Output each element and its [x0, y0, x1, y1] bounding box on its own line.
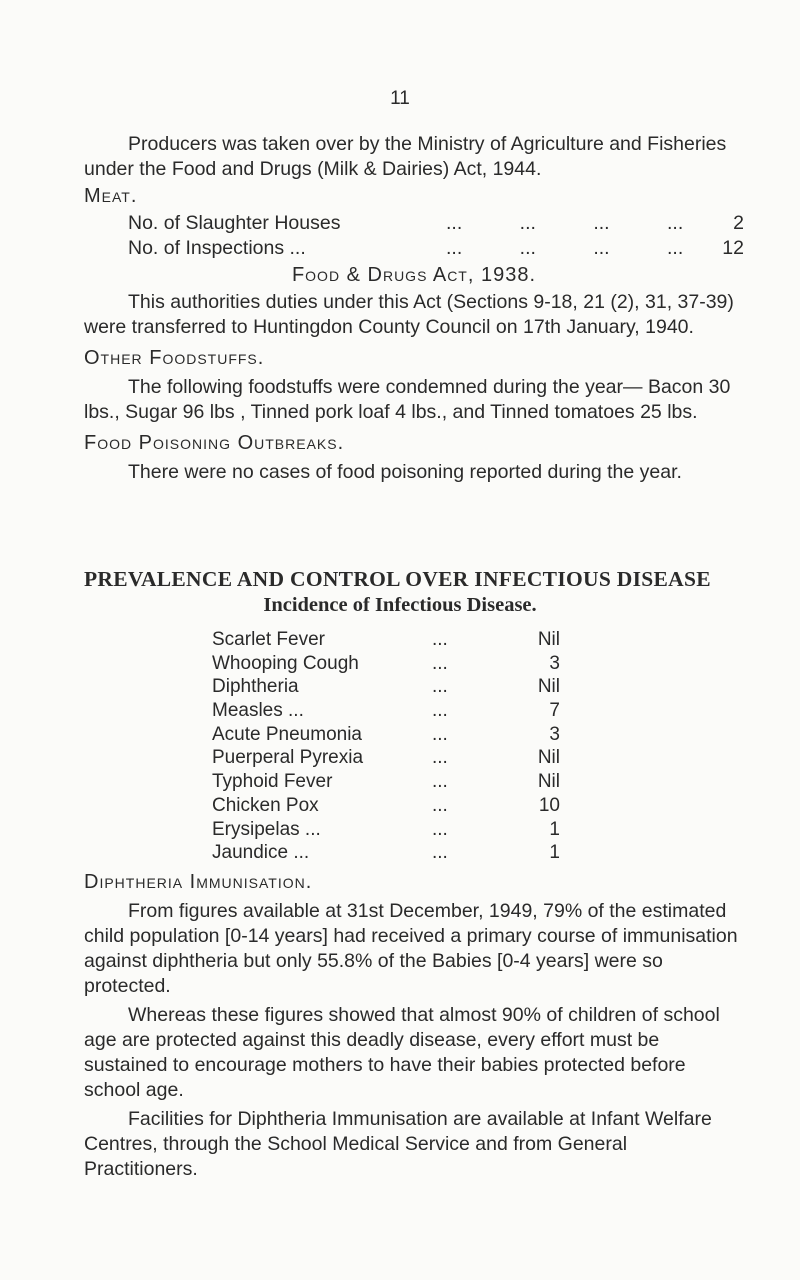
disease-name: Scarlet Fever — [212, 629, 325, 650]
disease-name: Typhoid Fever — [212, 771, 333, 793]
disease-dots: ... — [432, 842, 448, 864]
disease-dots: ... — [432, 818, 448, 840]
food-drugs-paragraph: This authorities duties under this Act (Sections 9-18, 21 (2), 31, 37-39) were transferred to Huntingdon County Council on 17th January, 1940. — [84, 291, 734, 338]
meat-row-value: 12 — [722, 237, 744, 259]
disease-row — [212, 628, 572, 652]
meat-row-label: No. of Inspections ... — [128, 237, 306, 259]
disease-dots: ... — [432, 771, 448, 793]
disease-name: Measles ... — [212, 700, 304, 722]
disease-row — [212, 675, 572, 699]
disease-value: Nil — [537, 629, 560, 650]
disease-value: 3 — [549, 723, 560, 745]
food-poisoning-heading: Food Poisoning Outbreaks. — [84, 432, 345, 454]
prevalence-heading: PREVALENCE AND CONTROL OVER INFECTIOUS DISEASE — [84, 567, 711, 591]
disease-name: Erysipelas ... — [212, 818, 321, 840]
immunisation-paragraph: Whereas these figures showed that almost 90% of children of school age are protected against this deadly disease, every effort must be sustained to encourage mothers to have their babies protected before school age. — [84, 1004, 720, 1101]
disease-row — [212, 794, 572, 818]
intro-paragraph: Producers was taken over by the Ministry of Agriculture and Fisheries under the Food and Drugs (Milk & Dairies) Act, 1944. — [84, 133, 727, 180]
disease-dots: ... — [432, 723, 448, 745]
disease-value: 10 — [538, 794, 560, 816]
page-number: 11 — [390, 88, 410, 109]
other-foodstuffs-heading: Other Foodstuffs. — [84, 347, 265, 369]
meat-row — [128, 211, 744, 236]
disease-value: 3 — [549, 652, 560, 674]
disease-row — [212, 770, 572, 794]
meat-row — [128, 236, 744, 261]
disease-dots: ... — [432, 700, 448, 722]
disease-name: Acute Pneumonia — [212, 723, 362, 745]
food-poisoning-paragraph: There were no cases of food poisoning reported during the year. — [128, 461, 682, 483]
immunisation-paragraph: From figures available at 31st December, 1949, 79% of the estimated child population [0-14 years] had received a primary course of immunisation against diphtheria but only 55.8% of the Babies [0-4 years] were so protected. — [84, 900, 738, 997]
disease-value: 1 — [549, 818, 560, 840]
meat-row-dots: ... ... ... ... — [446, 237, 684, 259]
food-drugs-heading: Food & Drugs Act, 1938. — [291, 264, 537, 286]
disease-dots: ... — [432, 652, 448, 674]
other-foodstuffs-paragraph: The following foodstuffs were condemned during the year— Bacon 30 lbs., Sugar 96 lbs , Tinned pork loaf 4 lbs., and Tinned tomatoes 25 lbs. — [84, 376, 731, 423]
disease-row — [212, 746, 572, 770]
top-section — [84, 132, 744, 485]
meat-row-dots: ... ... ... ... — [446, 212, 684, 234]
disease-dots: ... — [432, 629, 448, 650]
disease-value: Nil — [537, 771, 560, 793]
disease-value: Nil — [537, 676, 560, 698]
meat-heading: Meat. — [84, 185, 138, 207]
diphtheria-immunisation-heading: Diphtheria Immunisation. — [84, 871, 313, 893]
meat-list — [84, 211, 744, 261]
disease-row — [212, 723, 572, 747]
incidence-subheading: Incidence of Infectious Disease. — [263, 594, 537, 616]
disease-row — [212, 818, 572, 842]
disease-table — [212, 628, 572, 865]
meat-row-value: 2 — [733, 212, 744, 234]
disease-dots: ... — [432, 747, 448, 769]
disease-row — [212, 699, 572, 723]
disease-value: Nil — [537, 747, 560, 769]
disease-row — [212, 652, 572, 676]
disease-name: Jaundice ... — [212, 842, 310, 864]
disease-value: 7 — [549, 700, 560, 722]
disease-name: Puerperal Pyrexia — [212, 747, 364, 769]
immunisation-paragraph: Facilities for Diphtheria Immunisation are available at Infant Welfare Centres, through the School Medical Service and from General Practitioners. — [84, 1108, 712, 1180]
disease-name: Diphtheria — [212, 676, 299, 698]
disease-name: Chicken Pox — [212, 794, 319, 816]
disease-value: 1 — [549, 842, 560, 864]
meat-row-label: No. of Slaughter Houses — [128, 212, 341, 234]
disease-dots: ... — [432, 794, 448, 816]
immunisation-section — [84, 870, 744, 1182]
disease-name: Whooping Cough — [212, 652, 359, 674]
disease-dots: ... — [432, 676, 448, 698]
disease-row — [212, 841, 572, 865]
